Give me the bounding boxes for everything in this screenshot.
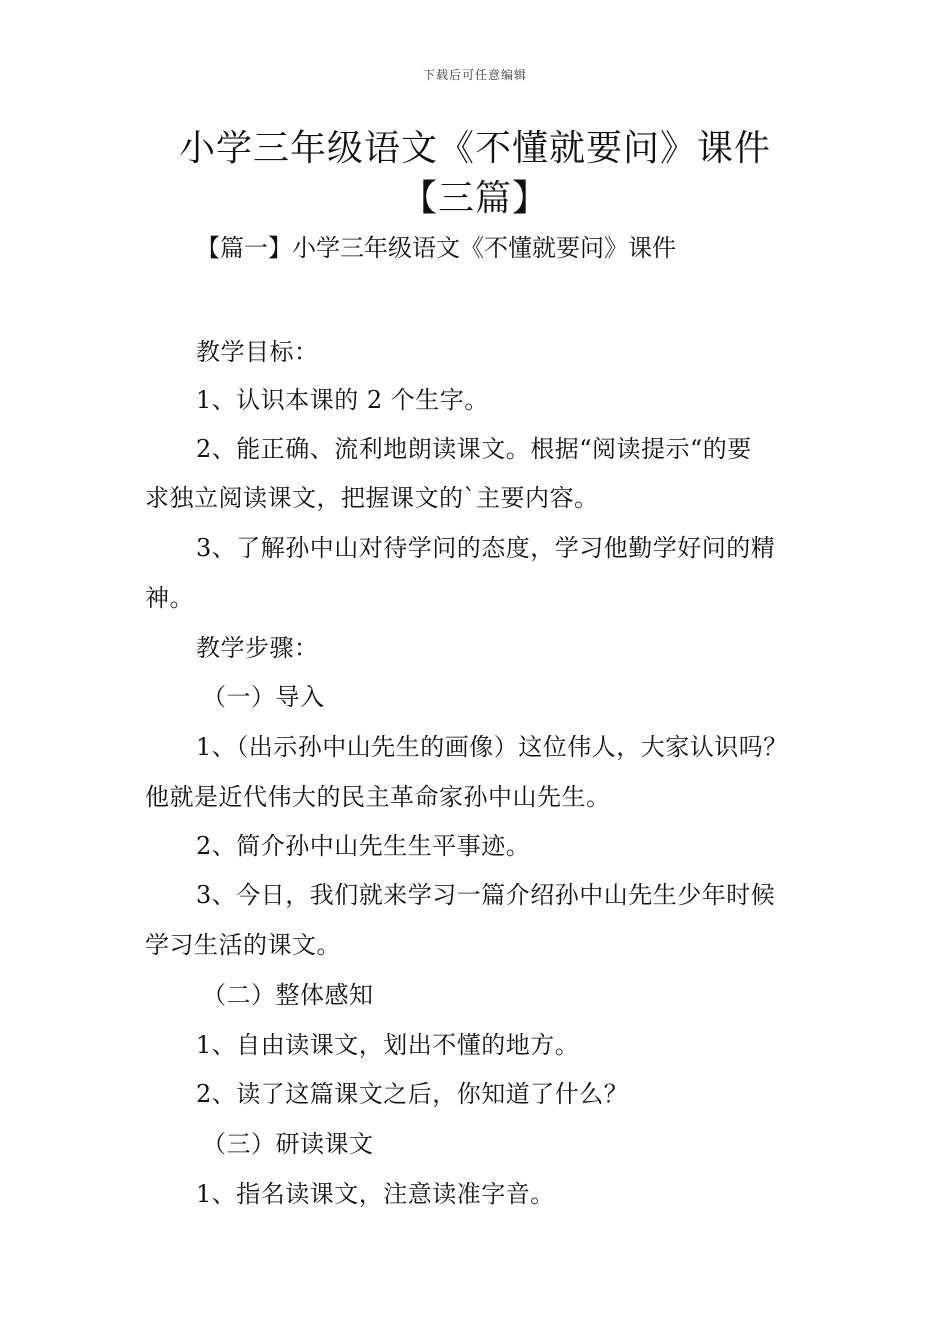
paragraph-line: 3、今日，我们就来学习一篇介绍孙中山先生少年时候: [196, 881, 776, 909]
paragraph-line: 教学步骤：: [196, 634, 319, 662]
paragraph-line: 1、认识本课的 2 个生字。: [196, 386, 489, 414]
paragraph-line: 2、读了这篇课文之后，你知道了什么？: [196, 1080, 629, 1108]
paragraph-line: 2、简介孙中山先生生平事迹。: [196, 832, 531, 860]
paragraph-line: （一）导入: [202, 683, 325, 711]
header-note: 下载后可任意编辑: [422, 68, 527, 82]
paragraph-line: （三）研读课文: [202, 1130, 374, 1158]
paragraph-line: 学习生活的课文。: [145, 931, 341, 959]
paragraph-line: 求独立阅读课文，把握课文的`主要内容。: [145, 484, 599, 512]
paragraph-line: 教学目标：: [196, 338, 319, 366]
paragraph-line: 他就是近代伟大的民主革命家孙中山先生。: [145, 783, 611, 811]
document-title: 小学三年级语文《不懂就要问》课件【三篇】: [178, 128, 771, 219]
paragraph-line: 2、能正确、流利地朗读课文。根据“阅读提示“的要: [196, 435, 752, 463]
paragraph-line: 1、指名读课文，注意读准字音。: [196, 1180, 555, 1208]
paragraph-line: （二）整体感知: [202, 981, 374, 1009]
paragraph-line: 1、（出示孙中山先生的画像）这位伟人，大家认识吗？: [196, 733, 788, 761]
section-heading: 【篇一】小学三年级语文《不懂就要问》课件: [196, 234, 676, 262]
paragraph-line: 3、了解孙中山对待学问的态度，学习他勤学好问的精: [196, 534, 776, 562]
paragraph-line: 神。: [145, 584, 194, 612]
paragraph-line: 1、自由读课文，划出不懂的地方。: [196, 1031, 580, 1059]
